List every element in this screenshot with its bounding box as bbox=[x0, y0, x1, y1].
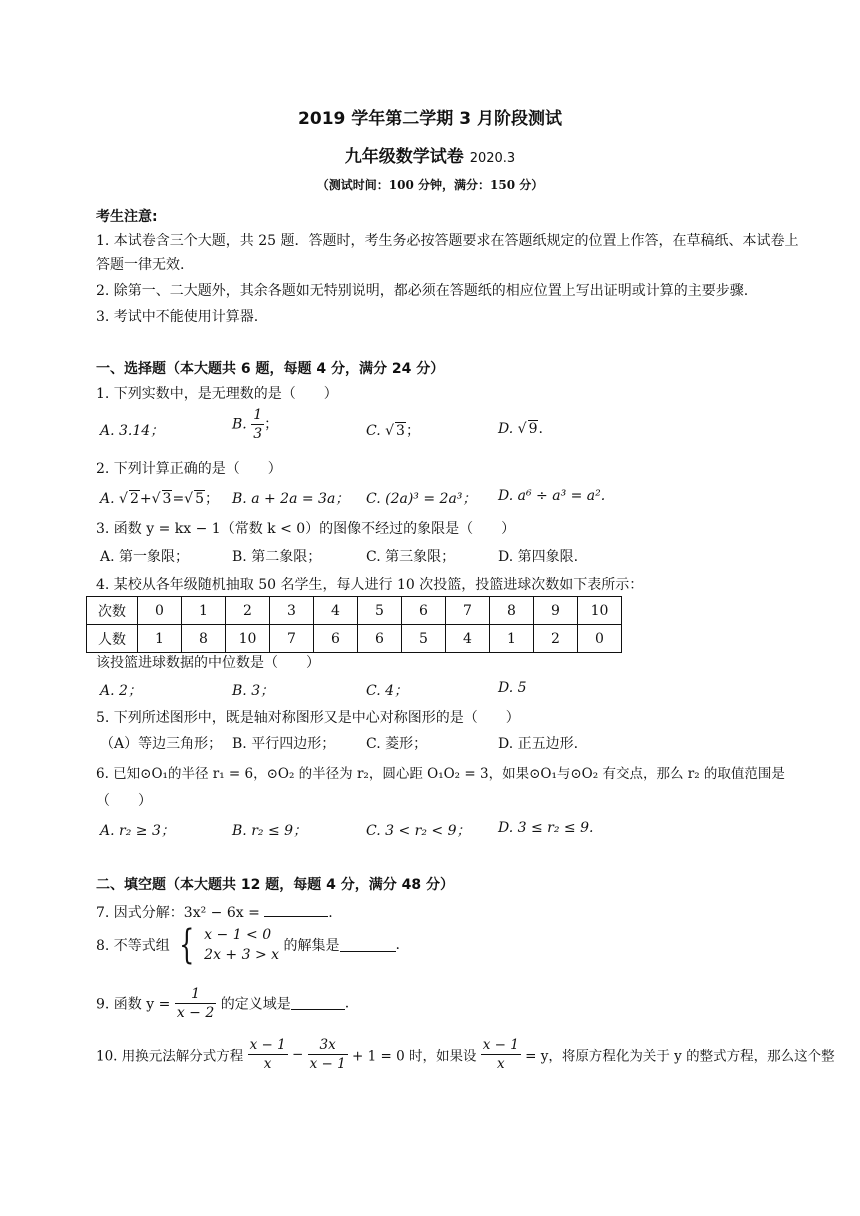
table-cell: 3 bbox=[270, 597, 314, 625]
q1-d-tail: . bbox=[538, 421, 543, 437]
q5-option-c: C. 菱形； bbox=[366, 736, 428, 752]
table-cell: 1 bbox=[138, 625, 182, 653]
table-cell: 7 bbox=[446, 597, 490, 625]
q10-f2-den: x − 1 bbox=[309, 1056, 346, 1072]
q8 bbox=[96, 922, 400, 968]
q1-d-radicand: 9 bbox=[528, 421, 538, 437]
q1-c-label: C. bbox=[366, 423, 381, 439]
table-cell: 5 bbox=[358, 597, 402, 625]
table-cell: 6 bbox=[402, 597, 446, 625]
q1-option-d: D. √ 9. bbox=[498, 421, 543, 437]
q9 bbox=[96, 985, 349, 1022]
q10-f3-num: x − 1 bbox=[482, 1037, 519, 1053]
q7-answer-blank bbox=[264, 904, 328, 917]
q6-option-a: A. r₂ ≥ 3； bbox=[100, 823, 175, 839]
table-cell: 10 bbox=[226, 625, 270, 653]
q4-stem: 4. 某校从各年级随机抽取 50 名学生，每人进行 10 次投篮，投篮进球次数如下表所示： bbox=[96, 577, 644, 593]
table-cell: 10 bbox=[578, 597, 622, 625]
q6-option-d: D. 3 ≤ r₂ ≤ 9. bbox=[498, 820, 594, 836]
q9-answer-blank bbox=[291, 997, 345, 1010]
q4-data-table bbox=[86, 596, 622, 653]
q8-answer-blank bbox=[340, 939, 396, 952]
q2-a-tail: ； bbox=[205, 491, 220, 507]
q2-stem: 2. 下列计算正确的是（ ） bbox=[96, 461, 282, 477]
section1-heading: 一、选择题（本大题共 6 题，每题 4 分，满分 24 分） bbox=[96, 361, 445, 377]
table-cell: 1 bbox=[182, 597, 226, 625]
q6-paren: （ ） bbox=[96, 793, 152, 809]
q10-minus: − bbox=[291, 1046, 304, 1063]
q6-option-c: C. 3 < r₂ < 9； bbox=[366, 823, 471, 839]
q8-tail: 的解集是 bbox=[283, 938, 340, 954]
table-cell: 8 bbox=[490, 597, 534, 625]
table-cell: 8 bbox=[182, 625, 226, 653]
subtitle-year: 2020.3 bbox=[469, 151, 516, 166]
q1-stem: 1. 下列实数中，是无理数的是（ ） bbox=[96, 386, 338, 402]
q1-option-a: A. 3.14； bbox=[100, 423, 165, 439]
q1-b-tail: ； bbox=[264, 416, 279, 433]
q10-f1-num: x − 1 bbox=[249, 1037, 286, 1053]
q8-system bbox=[204, 925, 279, 965]
q1-c-radicand: 3 bbox=[396, 423, 405, 439]
q2-option-b: B. a + 2a = 3a； bbox=[232, 491, 350, 507]
q5-option-a: （A）等边三角形； bbox=[100, 736, 223, 752]
q1-d-label: D. bbox=[498, 421, 514, 437]
q4-option-a: A. 2； bbox=[100, 683, 142, 699]
q4-after: 该投篮进球数据的中位数是（ ） bbox=[96, 655, 320, 671]
q10-lead: 10. 用换元法解分式方程 bbox=[96, 1048, 244, 1065]
q6-stem: 6. 已知⊙O₁的半径 r₁ = 6，⊙O₂ 的半径为 r₂，圆心距 O₁O₂ = 3，如果⊙O₁与⊙O₂ 有交点，那么 r₂ 的取值范围是 bbox=[96, 766, 785, 782]
q2-option-c: C. (2a)³ = 2a³； bbox=[366, 491, 477, 507]
q5-option-b: B. 平行四边形； bbox=[232, 736, 336, 752]
q1-option-c: C. √ 3； bbox=[366, 423, 420, 439]
q5-stem: 5. 下列所述图形中，既是轴对称图形又是中心对称图形的是（ ） bbox=[96, 710, 520, 726]
q8-end: . bbox=[395, 937, 400, 953]
q10-fraction-1 bbox=[248, 1036, 288, 1073]
table-cell: 4 bbox=[446, 625, 490, 653]
q3-stem: 3. 函数 y = kx − 1（常数 k < 0）的图像不经过的象限是（ ） bbox=[96, 521, 516, 537]
exam-subtitle bbox=[0, 142, 860, 167]
time-note: （测试时间：100 分钟，满分：150 分） bbox=[316, 178, 544, 192]
q9-lead: 9. 函数 y = bbox=[96, 996, 171, 1013]
q1-b-num: 1 bbox=[253, 407, 263, 423]
q3-option-b: B. 第二象限； bbox=[232, 549, 322, 565]
table-cell: 6 bbox=[358, 625, 402, 653]
q3-option-c: C. 第三象限； bbox=[366, 549, 456, 565]
notice-item-3: 3. 考试中不能使用计算器. bbox=[96, 309, 259, 325]
q10-rest: + 1 = 0 时，如果设 bbox=[351, 1048, 477, 1065]
q8-line1: x − 1 < 0 bbox=[204, 927, 272, 943]
table-cell: 2 bbox=[226, 597, 270, 625]
q2-option-a: A. √ 2+√ 3=√ 5； bbox=[100, 491, 220, 507]
q1-b-fraction bbox=[251, 406, 264, 443]
q2-a-label: A. bbox=[100, 491, 115, 507]
q8-line2: 2x + 3 > x bbox=[204, 947, 280, 963]
q10-f2-num: 3x bbox=[308, 1036, 348, 1055]
notice-item-1-cont: 答题一律无效. bbox=[96, 257, 185, 273]
q2-option-d: D. a⁶ ÷ a³ = a². bbox=[498, 488, 606, 504]
q9-fraction bbox=[175, 985, 216, 1022]
table-cell: 5 bbox=[402, 625, 446, 653]
q4-option-d: D. 5 bbox=[498, 680, 527, 696]
q9-num: 1 bbox=[175, 985, 216, 1004]
table-cell: 人数 bbox=[87, 625, 138, 653]
section2-heading: 二、填空题（本大题共 12 题，每题 4 分，满分 48 分） bbox=[96, 877, 454, 893]
q2-a-rad2: 3 bbox=[162, 491, 172, 507]
table-cell: 次数 bbox=[87, 597, 138, 625]
q5-option-d: D. 正五边形. bbox=[498, 736, 579, 752]
q1-option-b bbox=[232, 406, 278, 443]
table-cell: 6 bbox=[314, 625, 358, 653]
q2-a-rad3: 5 bbox=[195, 491, 205, 507]
q6-option-b: B. r₂ ≤ 9； bbox=[232, 823, 308, 839]
q8-brace: { bbox=[179, 922, 195, 968]
notice-heading: 考生注意: bbox=[96, 209, 158, 225]
table-cell: 4 bbox=[314, 597, 358, 625]
table-cell: 2 bbox=[534, 625, 578, 653]
table-cell: 1 bbox=[490, 625, 534, 653]
q9-den: x − 2 bbox=[176, 1005, 215, 1021]
q9-tail: 的定义域是 bbox=[220, 996, 291, 1013]
q10-fraction-3 bbox=[481, 1036, 521, 1073]
subtitle-main: 九年级数学试卷 bbox=[344, 147, 464, 167]
q7-text: 7. 因式分解：3x² − 6x = bbox=[96, 905, 260, 921]
table-row bbox=[87, 625, 622, 653]
q4-option-b: B. 3； bbox=[232, 683, 275, 699]
table-cell: 0 bbox=[578, 625, 622, 653]
q2-a-eq: = bbox=[172, 491, 185, 507]
q1-b-den: 3 bbox=[253, 426, 263, 442]
q10-fraction-2 bbox=[308, 1036, 348, 1073]
notice-item-1: 1. 本试卷含三个大题，共 25 题．答题时，考生务必按答题要求在答题纸规定的位置上作答，在草稿纸、本试卷上 bbox=[96, 233, 799, 249]
table-cell: 7 bbox=[270, 625, 314, 653]
q7-tail: . bbox=[328, 905, 333, 921]
notice-item-2: 2. 除第一、二大题外，其余各题如无特别说明，都必须在答题纸的相应位置上写出证明或计算的主要步骤. bbox=[96, 283, 749, 299]
q2-a-plus: + bbox=[139, 491, 152, 507]
q2-a-rad1: 2 bbox=[129, 491, 139, 507]
table-cell: 0 bbox=[138, 597, 182, 625]
q10-tail: = y，将原方程化为关于 y 的整式方程，那么这个整 bbox=[525, 1048, 835, 1065]
q3-option-a: A. 第一象限； bbox=[100, 549, 190, 565]
q8-lead: 8. 不等式组 bbox=[96, 938, 170, 954]
q3-option-d: D. 第四象限. bbox=[498, 549, 579, 565]
q7 bbox=[96, 902, 333, 922]
q10-f1-den: x bbox=[263, 1056, 272, 1072]
exam-title: 2019 学年第二学期 3 月阶段测试 bbox=[298, 109, 562, 129]
table-cell: 9 bbox=[534, 597, 578, 625]
q10 bbox=[96, 1036, 835, 1073]
q10-f3-den: x bbox=[496, 1056, 505, 1072]
q4-option-c: C. 4； bbox=[366, 683, 409, 699]
q9-end: . bbox=[344, 995, 350, 1012]
q1-c-tail: ； bbox=[405, 423, 420, 439]
q1-b-label: B. bbox=[232, 416, 247, 433]
table-row bbox=[87, 597, 622, 625]
